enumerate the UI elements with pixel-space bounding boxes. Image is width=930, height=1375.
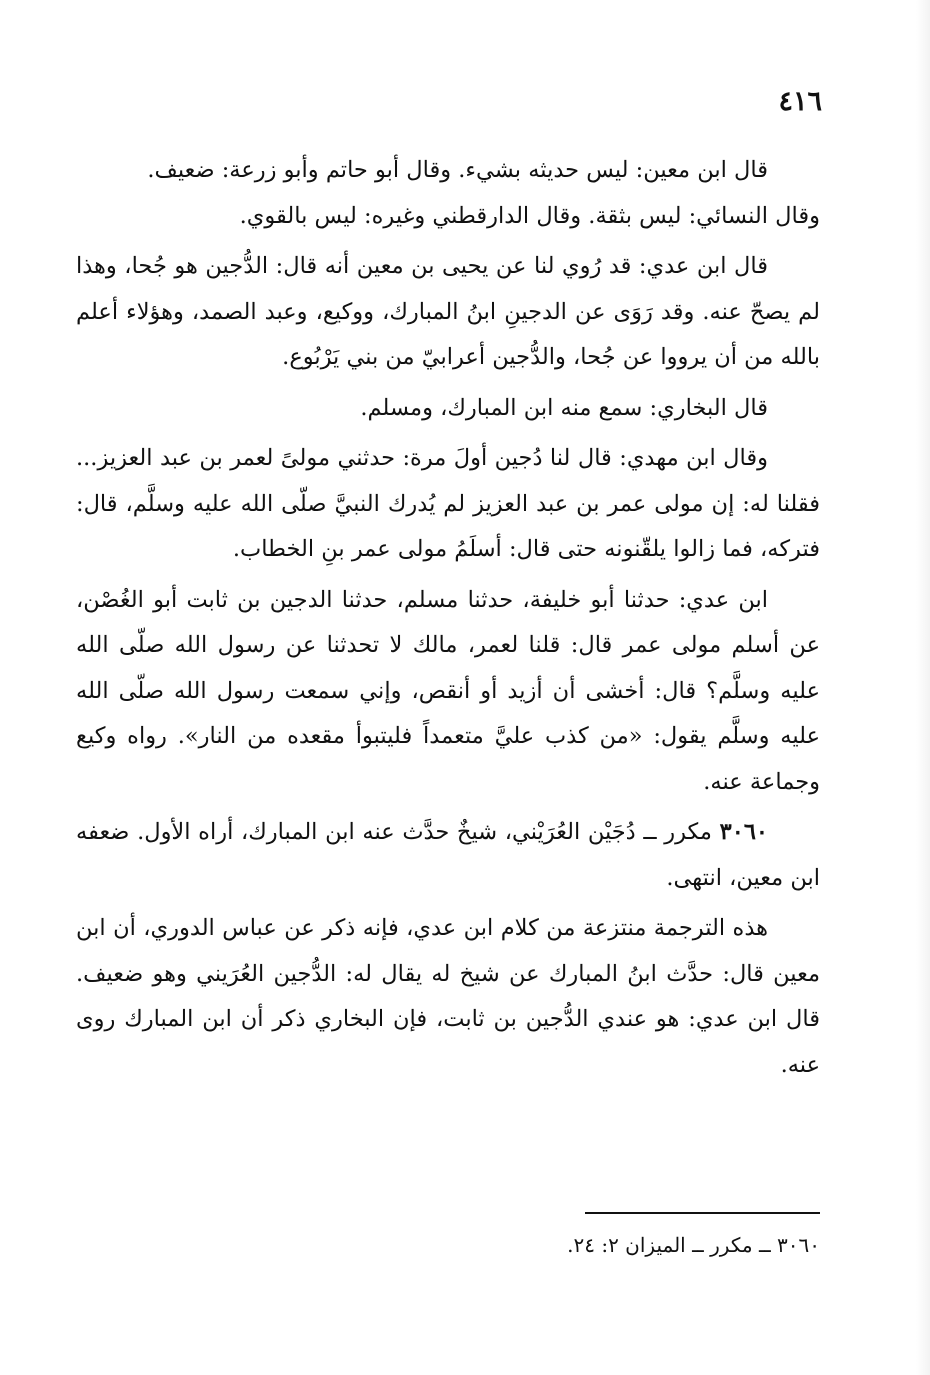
entry-number: ٣٠٦٠ [719, 819, 768, 845]
text-line: وقال النسائي: ليس بثقة. وقال الدارقطني وغيره: ليس بالقوي. [239, 202, 820, 229]
paragraph-bukhari: قال البخاري: سمع منه ابن المبارك، ومسلم. [360, 394, 768, 421]
paragraph-ibn-adi-juha: قال ابن عدي: قد رُوي لنا عن يحيى بن معين أنه قال: الدُّجين هو جُحا، وهذا لم يصحّ عنه. وقد رَوَى عن الدجينِ ابنُ المبارك، ووكيع، وعبد الصمد، وهؤلاء أعلم بالله من أن يرووا عن جُحا، والدُّجين أعرابيّ من بني يَرْبُوع. [76, 253, 820, 370]
paragraph-commentary: هذه الترجمة منتزعة من كلام ابن عدي، فإنه ذكر عن عباس الدوري، أن ابن معين قال: حدَّث ابنُ المبارك عن شيخ له يقال له: الدُّجين العُرَيني وهو ضعيف. قال ابن عدي: هو عندي الدُّجين بن ثابت، فإن البخاري ذكر أن ابن المبارك روى عنه. [76, 915, 820, 1078]
page-edge-shadow [916, 0, 930, 1375]
page-number: ٤١٦ [778, 86, 822, 117]
paragraph-ibn-main-nasai [76, 148, 820, 239]
entry-3060 [76, 810, 820, 901]
entry-text: مكرر ــ دُجَيْن العُرَيْني، شيخٌ حدَّث عنه ابن المبارك، أراه الأول. ضعفه ابن معين، انتهى. [76, 819, 820, 891]
text-line: قال ابن معين: ليس حديثه بشيء. وقال أبو حاتم وأبو زرعة: ضعيف. [147, 157, 768, 183]
paragraph-hadith: ابن عدي: حدثنا أبو خليفة، حدثنا مسلم، حدثنا الدجين بن ثابت أبو الغُصْن، عن أسلم مولى عمر قال: قلنا لعمر، مالك لا تحدثنا عن رسول الله صلّى الله عليه وسلَّم؟ قال: أخشى أن أزيد أو أنقص، وإني سمعت رسول الله صلّى الله عليه وسلَّم يقول: «من كذب عليَّ متعمداً فليتبوأ مقعده من النار». رواه وكيع وجماعة عنه. [76, 586, 820, 795]
footnote-divider [585, 1212, 820, 1214]
footnote: ٣٠٦٠ ــ مكرر ــ الميزان ٢: ٢٤. [567, 1233, 820, 1257]
paragraph-ibn-mahdi: وقال ابن مهدي: قال لنا دُجين أولَ مرة: حدثني مولىً لعمر بن عبد العزيز... فقلنا له: إن مولى عمر بن عبد العزيز لم يُدرك النبيَّ صلّى الله عليه وسلَّم، قال: فتركه، فما زالوا يلقّنونه حتى قال: أسلَمُ مولى عمر بنِ الخطاب. [76, 445, 820, 562]
main-text [76, 148, 820, 1093]
